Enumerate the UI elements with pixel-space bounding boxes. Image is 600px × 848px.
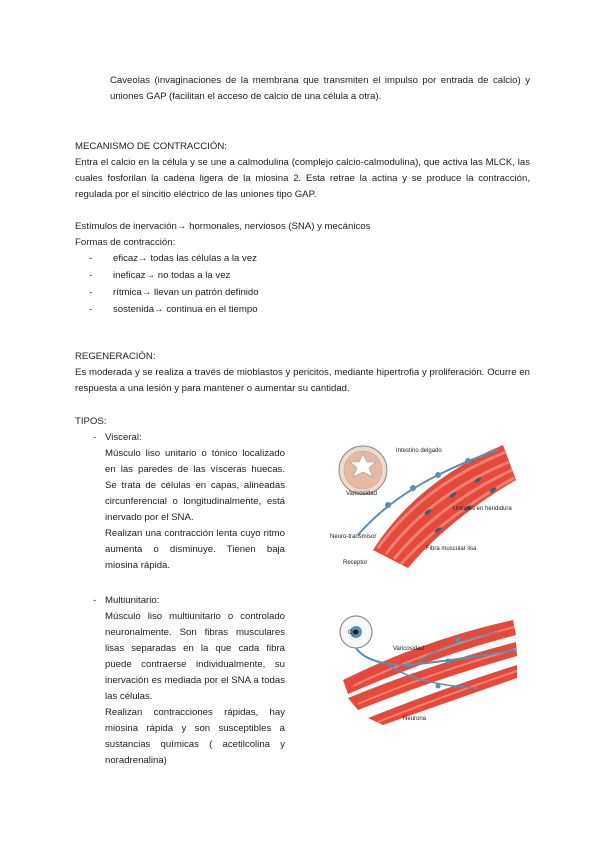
list-item: - sostenida→ continua en el tiempo	[75, 302, 530, 319]
regeneracion-heading: REGENERACIÓN:	[75, 351, 156, 362]
list-item: - rítmica→ llevan un patrón definido	[75, 285, 530, 302]
contraccion-section	[75, 139, 530, 203]
multi-p2: Realizan contracciones rápidas, hay miosina rápida y son susceptibles a sustancias químicas ( acetilcolina y noradrenalina)	[105, 707, 285, 766]
visceral-p1: Músculo liso unitario o tónico localizado en las paredes de las vísceras huecas. Se trata de células en capas, alineadas circunferencial o longitudinalmente, está inervado por el SNA.	[105, 448, 285, 523]
fig1-label-receptor: Receptor	[343, 560, 368, 566]
list-item: - ineficaz→ no todas a la vez	[75, 268, 530, 285]
contraccion-body: Entra el calcio en la célula y se une a calmodulina (complejo calcio-calmodulina), que activa las MLCK, las cuales fosforilan la cadena ligera de la miosina 2. Esta retrae la actina y se produce la contracción, regulada por el sincitio eléctrico de las uniones tipo GAP.	[75, 157, 530, 200]
estimulos-line: Estímulos de inervación→ hormonales, nerviosos (SNA) y mecánicos	[75, 221, 371, 232]
visceral-muscle-figure	[328, 440, 518, 570]
fig1-label-uniones: Uniones en hendidura	[453, 506, 512, 512]
fig1-label-neuro: Neuro-transmisor	[330, 534, 377, 540]
fig2-label-neurona: Neurona	[403, 716, 427, 722]
multi-section	[75, 593, 285, 769]
caveolas-paragraph	[110, 73, 530, 105]
visceral-p2: Realizan una contracción lenta cuyo ritmo aumenta o disminuye. Tienen baja miosina rápida.	[105, 528, 285, 571]
multi-title: - Multiunitario:	[75, 593, 285, 609]
multi-p1: Músculo liso multiunitario o controlado neuronalmente. Son fibras musculares lisas separadas en la que cada fibra puede contraerse individualmente, su inervación es mediada por el SNA a todas las células.	[105, 611, 285, 702]
caveolas-text: Caveolas (invaginaciones de la membrana que transmiten el impulso por entrada de calcio) y uniones GAP (facilitan el acceso de calcio de una célula a otra).	[110, 75, 530, 102]
regeneracion-body: Es moderada y se realiza a través de mioblastos y pericitos, mediante hipertrofia y proliferación. Ocurre en respuesta a una lesión y para mantener o aumentar su cantidad.	[75, 367, 530, 394]
visceral-section	[75, 430, 285, 574]
contraccion-heading: MECANISMO DE CONTRACCIÓN:	[75, 141, 227, 152]
multiunit-muscle-figure	[328, 610, 518, 725]
fig1-label-fibra: Fibra muscular lisa	[426, 546, 477, 552]
intestine-icon	[339, 446, 387, 494]
formas-label: Formas de contracción:	[75, 237, 176, 248]
regeneracion-section	[75, 349, 530, 397]
formas-list	[75, 251, 530, 319]
fig2-label-ojo: Ojo	[348, 630, 358, 636]
fig1-label-intestino: Intestino delgado	[396, 448, 442, 454]
fig2-label-varicosidad: Varicosidad	[393, 646, 424, 652]
visceral-title: - Visceral:	[75, 430, 285, 446]
fig1-label-varicosidad: Varicosidad	[346, 491, 377, 497]
estimulos-section	[75, 219, 530, 319]
tipos-heading: TIPOS:	[75, 416, 107, 427]
list-item: - eficaz→ todas las células a la vez	[75, 251, 530, 268]
